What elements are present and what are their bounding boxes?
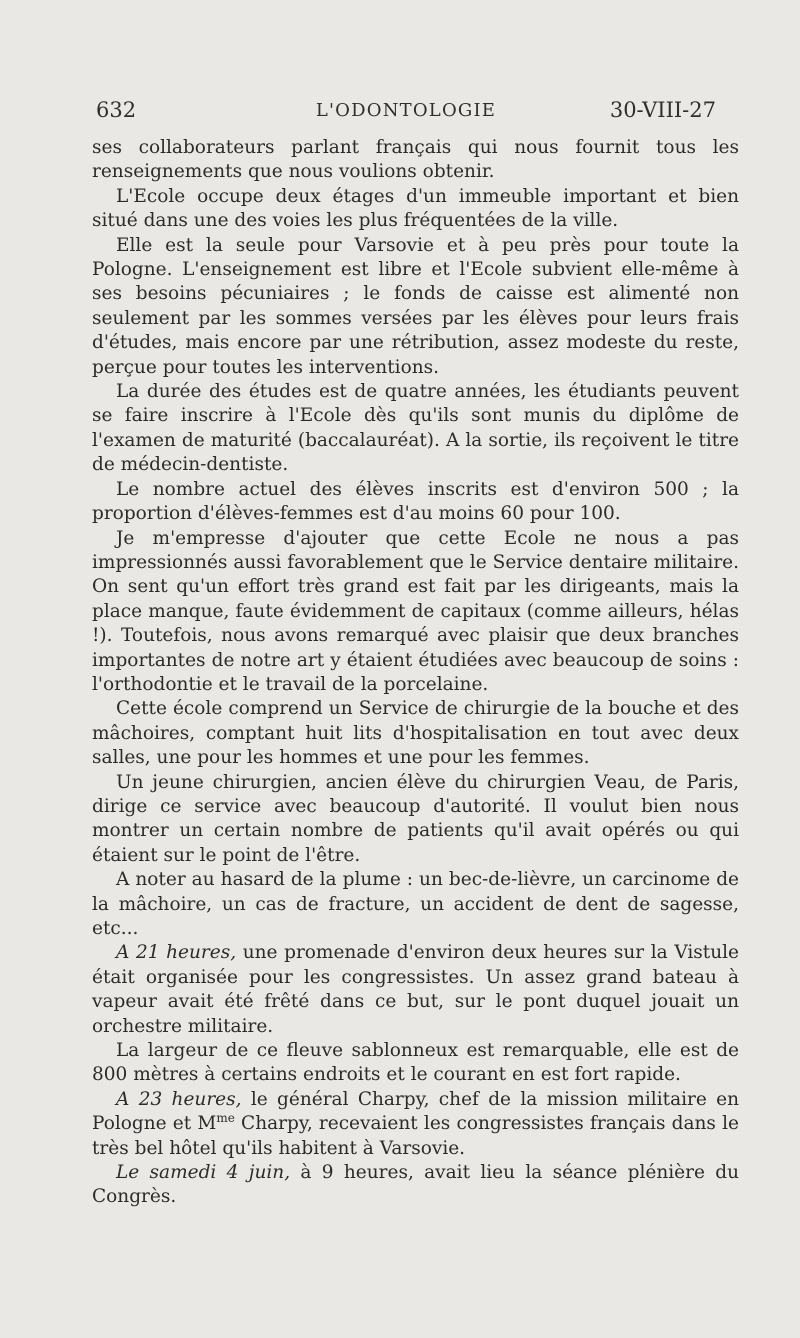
paragraph-11: La largeur de ce fleuve sablonneux est remarquable, elle est de 800 mètres à certains endroits et le courant en est fort rapide. (92, 1040, 739, 1086)
article-body (92, 136, 739, 1210)
paragraph-9: A noter au hasard de la plume : un bec-de-lièvre, un carcinome de la mâchoire, un cas de fracture, un accident de dent de sagesse, etc... (92, 869, 739, 939)
paragraph-2: L'Ecole occupe deux étages d'un immeuble important et bien situé dans une des voies les plus fréquentées de la ville. (92, 185, 739, 232)
paragraph-7: Cette école comprend un Service de chirurgie de la bouche et des mâchoires, comptant huit lits d'hospitalisation en tout avec deux salles, une pour les hommes et une pour les femmes. (92, 698, 739, 769)
date-lead: Le samedi 4 juin, (116, 1162, 291, 1184)
paragraph-5: Le nombre actuel des élèves inscrits est d'environ 500 ; la proportion d'élèves-femmes est d'au moins 60 pour 100. (92, 478, 739, 525)
paragraph-8: Un jeune chirurgien, ancien élève du chirurgien Veau, de Paris, dirige ce service avec beaucoup d'autorité. Il voulut bien nous montrer un certain nombre de patients qu'il avait opérés ou qui étaient sur le point de l'être. (92, 771, 739, 866)
paragraph-12: A 23 heures, le général Charpy, chef de la mission militaire en Pologne et $M^{me}$ Charpy, recevaient les congressistes français dans le très bel hôtel qu'ils habitent à Varsovie. (92, 1088, 740, 1159)
issue-date: 30-VIII-27 (609, 98, 716, 122)
journal-title: L'ODONTOLOGIE (315, 100, 497, 121)
paragraph-3: Elle est la seule pour Varsovie et à peu près pour toute la Pologne. L'enseignement est libre et l'Ecole subvient elle-même à ses besoins pécuniaires ; le fonds de caisse est alimenté non seulement par les sommes versées par les élèves pour leurs frais d'études, mais encore par une rétribution, assez modeste du reste, perçue pour toutes les interventions. (92, 234, 739, 378)
time-lead: A 21 heures, (116, 942, 237, 964)
paragraph-13: Le samedi 4 juin, à 9 heures, avait lieu la séance plénière du Congrès. (92, 1162, 739, 1208)
time-lead: A 23 heures, (116, 1088, 242, 1110)
paragraph-1: ses collaborateurs parlant français qui nous fournit tous les renseignements que nous voulions obtenir. (92, 137, 739, 183)
paragraph-4: La durée des études est de quatre années, les étudiants peuvent se faire inscrire à l'Ecole dès qu'ils sont munis du diplôme de l'examen de maturité (baccalauréat). A la sortie, ils reçoivent le titre de médecin-dentiste. (92, 381, 739, 476)
page-number: 632 (96, 98, 137, 122)
paragraph-6: Je m'empresse d'ajouter que cette Ecole ne nous a pas impressionnés aussi favorablement que le Service dentaire militaire. On sent qu'un effort très grand est fait par les dirigeants, mais la place manque, faute évidemment de capitaux (comme ailleurs, hélas !). Toutefois, nous avons remarqué avec plaisir que deux branches importantes de notre art y étaient étudiées avec beaucoup de soins : l'orthodontie et le travail de la porcelaine. (92, 527, 739, 695)
paragraph-10: A 21 heures, une promenade d'environ deux heures sur la Vistule était organisée pour les congressistes. Un assez grand bateau à vapeur avait été frêté dans ce but, sur le pont duquel jouait un orchestre militaire. (92, 942, 739, 1037)
